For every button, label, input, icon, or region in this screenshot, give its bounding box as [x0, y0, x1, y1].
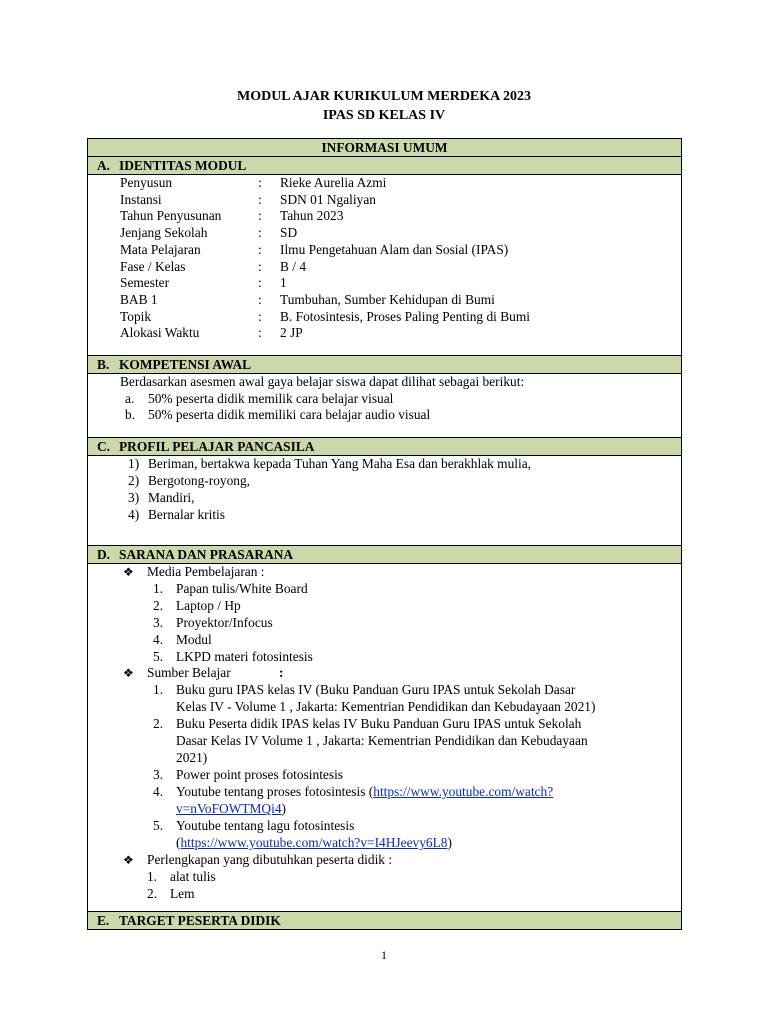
youtube-link-lagu[interactable]: https://www.youtube.com/watch?v=I4HJeevy6L8 [180, 835, 448, 850]
identitas-key: Semester [120, 275, 170, 291]
identitas-value: Tahun 2023 [280, 208, 344, 224]
list-item: Bergotong-royong, [148, 473, 251, 488]
identitas-key: Instansi [120, 191, 162, 207]
section-letter: B. [97, 357, 110, 372]
list-number: 1. [153, 682, 164, 697]
list-number: 1. [153, 581, 164, 596]
list-number: 3. [153, 767, 164, 782]
media-title: Media Pembelajaran : [147, 564, 265, 579]
module-table [87, 138, 682, 930]
list-number: a. [125, 390, 135, 406]
list-item: Papan tulis/White Board [176, 581, 308, 596]
list-item-text: ) [447, 835, 452, 850]
list-number: 3. [153, 615, 164, 630]
page-number: 1 [381, 948, 387, 962]
identitas-colon: : [258, 291, 262, 307]
identitas-key: Mata Pelajaran [120, 241, 201, 257]
section-header-a [88, 157, 682, 175]
list-item-cont [176, 835, 452, 851]
identitas-colon: : [258, 308, 262, 324]
list-item: Proyektor/Infocus [176, 615, 273, 630]
section-title: PROFIL PELAJAR PANCASILA [119, 439, 315, 454]
identitas-value: Ilmu Pengetahuan Alam dan Sosial (IPAS) [280, 241, 509, 257]
youtube-link-fotosintesis-cont[interactable]: v=nVoFOWTMQi4 [176, 801, 282, 816]
list-item: Bernalar kritis [148, 507, 225, 522]
identitas-key: Tahun Penyusunan [120, 208, 222, 224]
sumber-colon: : [279, 665, 284, 680]
list-item: Laptop / Hp [176, 598, 241, 613]
list-item-cont: Kelas IV - Volume 1 , Jakarta: Kementrian Pendidikan dan Kebudayaan 2021) [176, 699, 596, 714]
list-item: 50% peserta didik memilik cara belajar visual [148, 390, 394, 406]
identitas-body [88, 175, 682, 356]
identitas-value: 1 [280, 275, 287, 291]
identitas-value: SDN 01 Ngaliyan [280, 191, 376, 207]
list-item: Power point proses fotosintesis [176, 767, 344, 782]
section-header-e [88, 912, 682, 930]
section-title: KOMPETENSI AWAL [119, 357, 252, 372]
list-number: 5. [153, 818, 164, 833]
list-item-text: ( [176, 835, 181, 850]
identitas-colon: : [258, 325, 262, 341]
list-item: Buku guru IPAS kelas IV (Buku Panduan Guru IPAS untuk Sekolah Dasar [176, 682, 576, 697]
list-number: 2. [153, 598, 164, 613]
kompetensi-intro: Berdasarkan asesmen awal gaya belajar siswa dapat dilihat sebagai berikut: [120, 374, 525, 389]
section-title: TARGET PESERTA DIDIK [119, 913, 281, 928]
diamond-bullet-icon: ❖ [123, 565, 134, 579]
list-number: 2) [128, 473, 140, 488]
list-item-cont: 2021) [176, 750, 208, 765]
identitas-colon: : [258, 208, 262, 224]
identitas-key: Fase / Kelas [120, 258, 186, 274]
section-letter: E. [97, 913, 110, 928]
identitas-value: B / 4 [280, 258, 307, 274]
identitas-colon: : [258, 191, 262, 207]
identitas-colon: : [258, 258, 262, 274]
list-item: Mandiri, [148, 490, 195, 505]
profil-body [88, 456, 682, 546]
document-title: MODUL AJAR KURIKULUM MERDEKA 2023 [236, 89, 531, 104]
identitas-colon: : [258, 241, 262, 257]
youtube-link-fotosintesis[interactable]: https://www.youtube.com/watch? [373, 784, 554, 799]
sumber-title: Sumber Belajar [147, 665, 231, 680]
list-number: 2. [147, 886, 158, 901]
list-item-text: ) [281, 801, 286, 816]
section-letter: C. [97, 439, 111, 454]
section-title: SARANA DAN PRASARANA [119, 547, 294, 562]
list-item [176, 784, 553, 800]
identitas-value: Rieke Aurelia Azmi [280, 175, 387, 190]
diamond-bullet-icon: ❖ [123, 666, 134, 680]
document-subtitle: IPAS SD KELAS IV [322, 108, 446, 123]
list-item-cont [176, 801, 286, 817]
identitas-value: Tumbuhan, Sumber Kehidupan di Bumi [280, 291, 495, 307]
section-header-informasi-umum: INFORMASI UMUM [88, 139, 682, 157]
diamond-bullet-icon: ❖ [123, 853, 134, 867]
section-letter: D. [97, 547, 111, 562]
section-letter: A. [97, 158, 111, 173]
identitas-value: SD [280, 225, 298, 241]
identitas-colon: : [258, 275, 262, 291]
list-item: Beriman, bertakwa kepada Tuhan Yang Maha Esa dan berakhlak mulia, [148, 456, 532, 471]
list-number: 5. [153, 649, 164, 664]
identitas-value: B. Fotosintesis, Proses Paling Penting di Bumi [280, 308, 530, 324]
section-header-d [88, 546, 682, 564]
list-number: 1) [128, 456, 140, 471]
sarana-body [88, 564, 682, 912]
identitas-key: Topik [120, 308, 152, 324]
list-number: 3) [128, 490, 140, 505]
list-number: 4) [128, 507, 140, 522]
identitas-colon: : [258, 175, 262, 190]
identitas-value: 2 JP [280, 325, 303, 341]
list-item: Youtube tentang lagu fotosintesis [176, 818, 355, 833]
section-title: IDENTITAS MODUL [119, 158, 247, 173]
list-item: LKPD materi fotosintesis [176, 649, 313, 664]
list-number: 1. [147, 869, 158, 884]
list-item: Buku Peserta didik IPAS kelas IV Buku Panduan Guru IPAS untuk Sekolah [176, 716, 582, 731]
list-item: Modul [176, 632, 212, 647]
list-number: 2. [153, 716, 164, 731]
list-item-cont: Dasar Kelas IV Volume 1 , Jakarta: Kementrian Pendidikan dan Kebudayaan [176, 733, 588, 748]
perlengkapan-title: Perlengkapan yang dibutuhkan peserta didik : [147, 852, 393, 867]
list-number: 4. [153, 632, 164, 647]
list-number: 4. [153, 784, 164, 799]
identitas-key: Jenjang Sekolah [120, 225, 208, 241]
identitas-key: Penyusun [120, 175, 173, 190]
identitas-key: BAB 1 [120, 291, 158, 307]
section-header-c [88, 438, 682, 456]
identitas-colon: : [258, 225, 262, 241]
list-item: 50% peserta didik memiliki cara belajar audio visual [148, 407, 431, 423]
identitas-key: Alokasi Waktu [120, 325, 200, 341]
list-item: alat tulis [170, 869, 216, 884]
section-header-b [88, 356, 682, 374]
list-item: Lem [170, 886, 195, 901]
kompetensi-body [88, 374, 682, 438]
list-number: b. [125, 407, 136, 423]
list-item-text: Youtube tentang proses fotosintesis ( [176, 784, 374, 799]
